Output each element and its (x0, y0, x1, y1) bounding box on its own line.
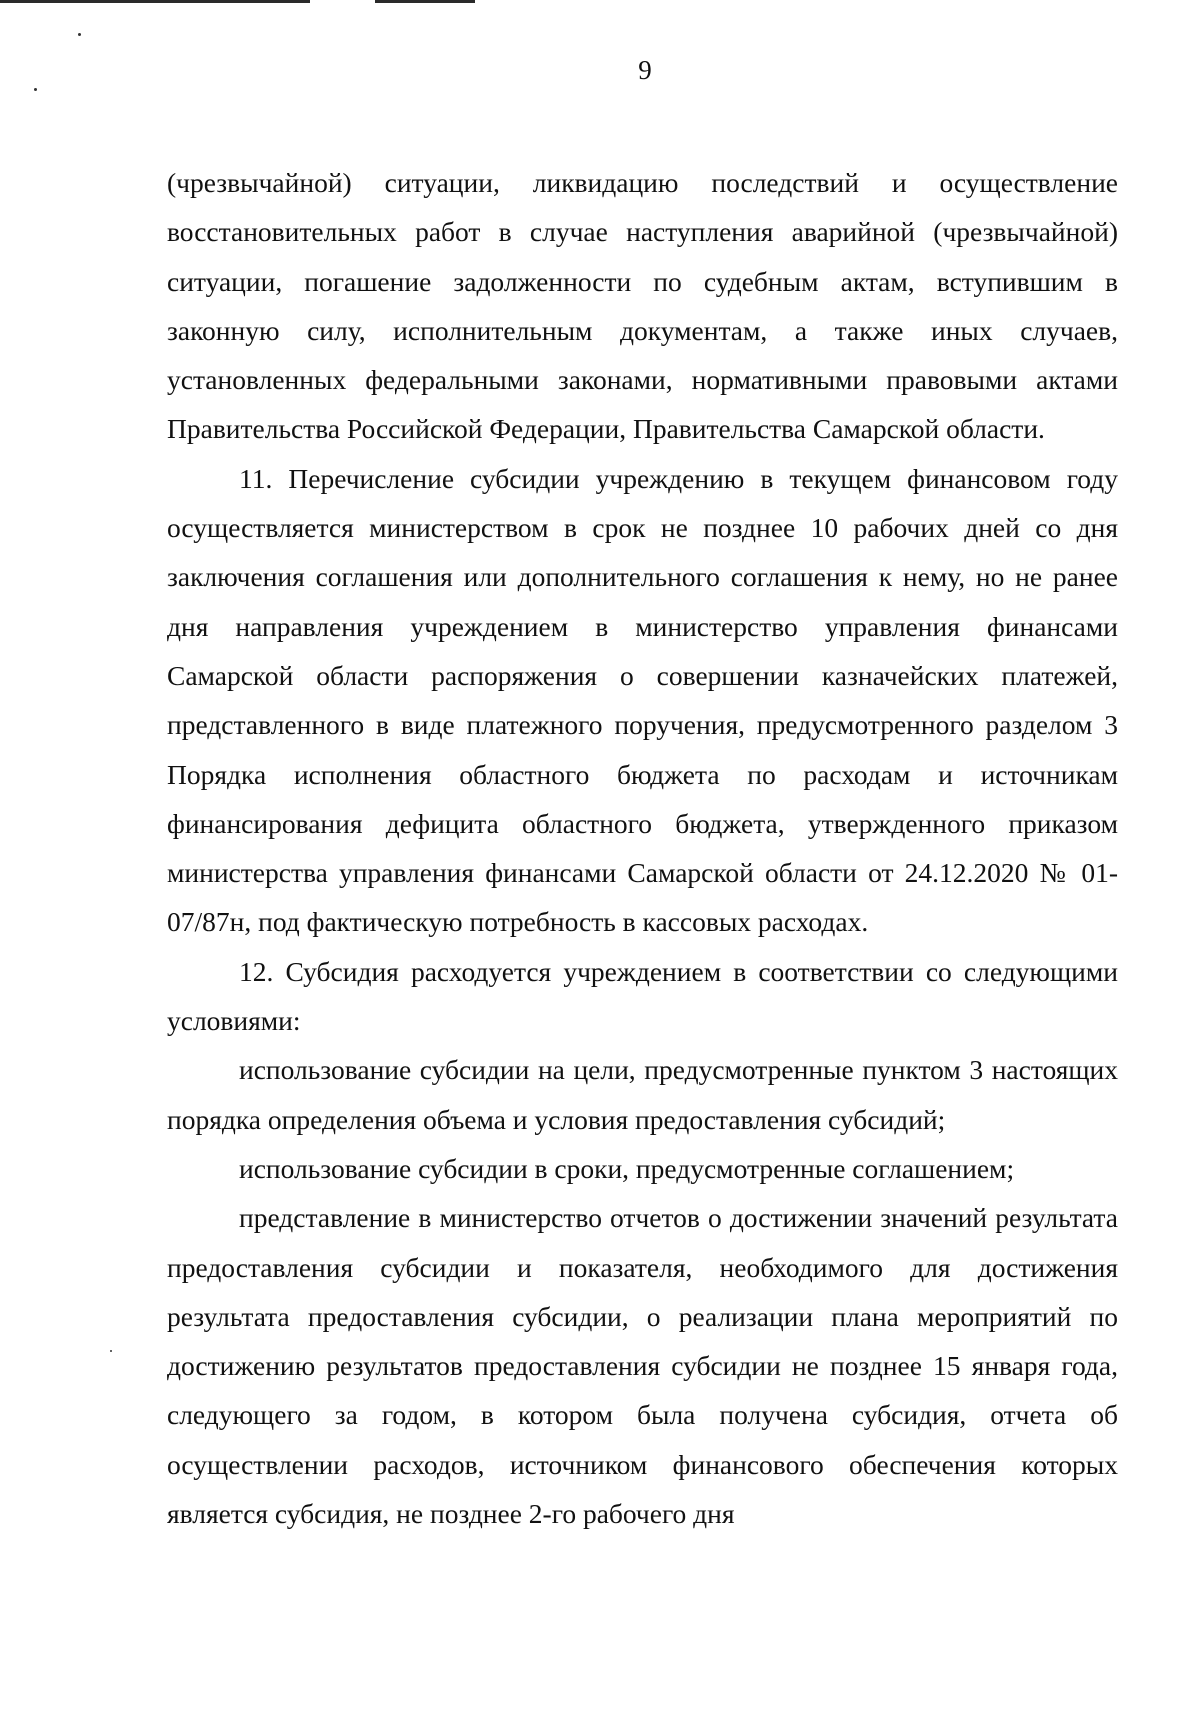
page-number: 9 (638, 55, 652, 85)
scan-top-edge-left (0, 0, 310, 3)
document-body (167, 158, 1118, 1538)
scan-top-edge-mid (375, 0, 475, 3)
paragraph-item-12: 12. Субсидия расходуется учреждением в соответствии со следующими условиями: (167, 955, 1118, 1037)
paragraph-condition-terms: использование субсидии в сроки, предусмотренные соглашением; (239, 1152, 1015, 1184)
paragraph-condition-reports: представление в министерство отчетов о достижении значений результата предоставления субсидии и показателя, необходимого для достижения результата предоставления субсидии, о реализации плана мероприятий по достижению результатов предоставления субсидии не позднее 15 января года, следующего за годом, в котором была получена субсидия, отчета об осуществлении расходов, источником финансового обеспечения которых является субсидия, не позднее 2-го рабочего дня (167, 1202, 1118, 1530)
scan-speck (78, 33, 81, 36)
scan-speck (110, 1350, 112, 1352)
scan-speck (34, 88, 37, 91)
paragraph-item-11: 11. Перечисление субсидии учреждению в текущем финансовом году осуществляется министерством в срок не позднее 10 рабочих дней со дня заключения соглашения или дополнительного соглашения к нему, но не ранее дня направления учреждением в министерство управления финансами Самарской области распоряжения о совершении казначейских платежей, представленного в виде платежного поручения, предусмотренного разделом 3 Порядка исполнения областного бюджета по расходам и источникам финансирования дефицита областного бюджета, утвержденного приказом министерства управления финансами Самарской области от 24.12.2020 № 01-07/87н, под фактическую потребность в кассовых расходах. (167, 462, 1118, 938)
paragraph-condition-purpose: использование субсидии на цели, предусмотренные пунктом 3 настоящих порядка определения объема и условия предоставления субсидий; (167, 1054, 1118, 1135)
paragraph-continuation: (чрезвычайной) ситуации, ликвидацию последствий и осуществление восстановительных работ в случае наступления аварийной (чрезвычайной) ситуации, погашение задолженности по судебным актам, вступившим в законную силу, исполнительным документам, а также иных случаев, установленных федеральными законами, нормативными правовыми актами Правительства Российской Федерации, Правительства Самарской области. (167, 167, 1118, 445)
